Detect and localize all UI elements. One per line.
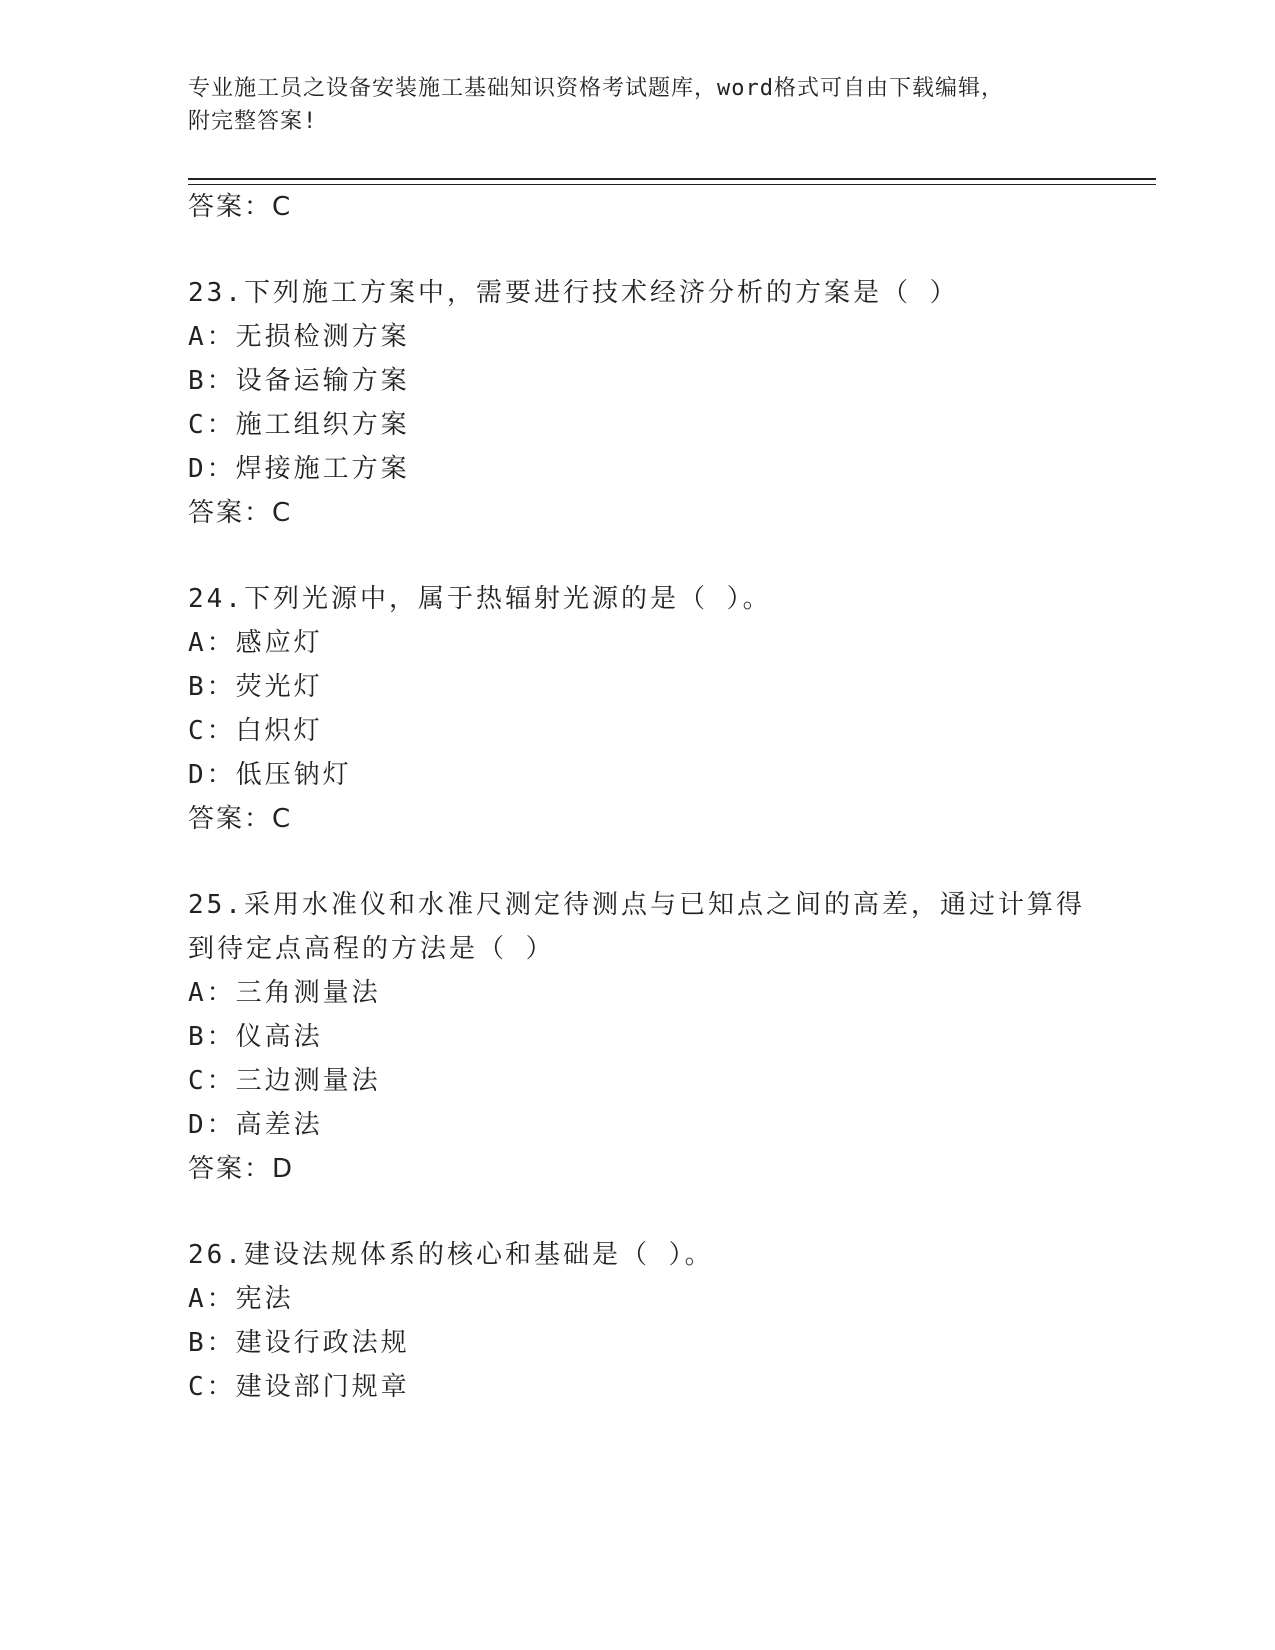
option-d: D：低压钠灯 <box>188 760 352 790</box>
option-c: C：白炽灯 <box>188 716 323 746</box>
option-d: D：高差法 <box>188 1110 323 1140</box>
answer-label: 答案：C <box>188 192 293 222</box>
option-a: A：无损检测方案 <box>188 322 410 352</box>
option-c: C：施工组织方案 <box>188 410 410 440</box>
option-a: A：宪法 <box>188 1284 294 1314</box>
option-b: B：设备运输方案 <box>188 366 410 396</box>
header-divider <box>188 178 1156 180</box>
question-stem: 25.采用水准仪和水准尺测定待测点与已知点之间的高差，通过计算得 <box>188 890 1085 920</box>
answer-label: 答案：D <box>188 1154 295 1184</box>
option-c: C：建设部门规章 <box>188 1372 410 1402</box>
question-stem-continued: 到待定点高程的方法是（ ） <box>188 934 555 964</box>
header-divider-thin <box>188 184 1156 185</box>
document-header <box>188 72 1088 138</box>
answer-label: 答案：C <box>188 804 293 834</box>
option-b: B：仪高法 <box>188 1022 323 1052</box>
question-stem: 23.下列施工方案中，需要进行技术经济分析的方案是（ ） <box>188 278 959 308</box>
answer-label: 答案：C <box>188 498 293 528</box>
header-line-2: 附完整答案! <box>188 109 318 134</box>
option-d: D：焊接施工方案 <box>188 454 410 484</box>
question-stem: 24.下列光源中，属于热辐射光源的是（ ）。 <box>188 584 772 614</box>
header-line-1: 专业施工员之设备安装施工基础知识资格考试题库，word格式可自由下载编辑， <box>188 76 1004 101</box>
option-b: B：建设行政法规 <box>188 1328 410 1358</box>
question-stem: 26.建设法规体系的核心和基础是（ ）。 <box>188 1240 714 1270</box>
option-a: A：感应灯 <box>188 628 323 658</box>
option-b: B：荧光灯 <box>188 672 323 702</box>
option-c: C：三边测量法 <box>188 1066 381 1096</box>
option-a: A：三角测量法 <box>188 978 381 1008</box>
